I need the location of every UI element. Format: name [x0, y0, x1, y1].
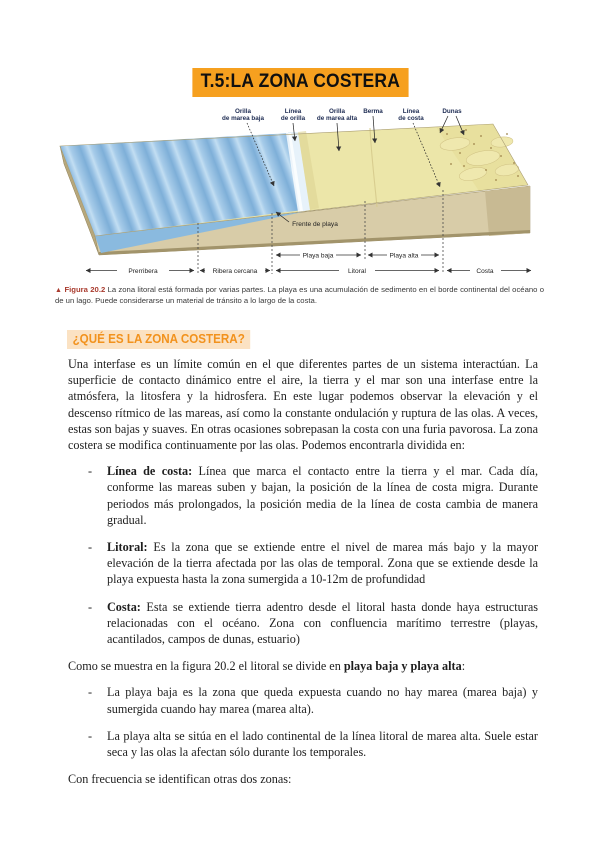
- label-orilla-marea-alta: Orilla: [328, 108, 346, 115]
- term-linea-de-costa: Línea de costa:: [107, 464, 193, 479]
- label-linea-costa-2: de costa: [398, 115, 424, 122]
- list-item-litoral: [68, 539, 538, 588]
- bullet-marker: -: [88, 599, 93, 614]
- text-playa-alta: La playa alta se sitúa en el lado continental de la línea litoral de marea alta. Suele estar seca y las olas la afectan sólo durante los temporales.: [107, 728, 538, 760]
- label-linea-orilla-2: de orilla: [280, 115, 306, 122]
- paragraph-intro: Una interfase es un límite común en el que diferentes partes de un sistema interactúan. La superficie de contacto dinámico entre el aire, la tierra y el mar son una interfase entre la atmósfera, la litosfera y la hidrosfera. En este lugar podemos observar la elevación y el descenso rítmico de las mareas, así como la constante ondulación y ruptura de las olas. A veces, estas son bajas y suaves. En otras ocasiones sobrepasan la costa con una furia pavorosa. La zona costera se modifica continuamente por las olas. Podemos encontrarla dividida en:: [68, 357, 538, 453]
- text-costa: Esta se extiende tierra adentro desde el litoral hasta donde haya estructuras relacionadas con el océano. Zona con confluencia marítimo terrestre (playas, acantilados, campos de dunas, estuario): [107, 599, 538, 647]
- figure-top-labels: [222, 108, 462, 122]
- label-frente-de-playa: Frente de playa: [292, 221, 338, 228]
- page-title: T.5:LA ZONA COSTERA: [192, 68, 408, 97]
- text-linea-de-costa: Línea que marca el contacto entre la tierra y el mar. Cada día, conforme las mareas suben y bajan, la posición de la línea de costa migra. Durante periodos más prolongados, la posición media de la línea de costa cambia de manera gradual.: [107, 464, 538, 527]
- label-linea-orilla: Línea: [284, 108, 302, 115]
- section-heading-text: ¿QUÉ ES LA ZONA COSTERA?: [67, 330, 250, 349]
- section-heading: [67, 330, 264, 349]
- paragraph-division-post: :: [461, 659, 466, 674]
- label-costa: Costa: [476, 268, 494, 275]
- coastal-zone-figure: [55, 106, 545, 283]
- label-linea-costa: Línea: [402, 108, 420, 115]
- list-item-playa-baja: [68, 684, 538, 716]
- label-orilla-marea-baja: Orilla: [234, 108, 252, 115]
- figure-caption-text: La zona litoral está formada por varias partes. La playa es una acumulación de sedimento en el borde continental del océano o de un lago. Puede considerarse un material de tránsito a lo largo de la costa.: [55, 285, 544, 305]
- paragraph-division-pre: Como se muestra en la figura 20.2 el litoral se divide en: [68, 659, 344, 674]
- label-orilla-marea-alta-2: de marea alta: [316, 115, 358, 122]
- label-litoral: Litoral: [348, 268, 366, 275]
- label-ribera-cercana: Ribera cercana: [212, 268, 258, 275]
- text-litoral: Es la zona que se extiende entre el nivel de marea más bajo y la mayor elevación de la tierra afectada por las olas de temporal. Zona que se extiende desde la playa expuesta hasta la zona sumergida a 10-12m de profundidad: [107, 540, 538, 587]
- label-playa-baja: Playa baja: [302, 252, 334, 260]
- list-item-costa: [68, 599, 538, 648]
- list-item-linea-de-costa: [68, 463, 538, 528]
- term-litoral: Litoral:: [107, 540, 148, 555]
- list-item-playa-alta: [68, 728, 538, 760]
- label-dunas: Dunas: [442, 108, 462, 115]
- bullet-marker: -: [88, 685, 93, 700]
- bullet-marker: -: [88, 540, 93, 555]
- label-berma: Berma: [363, 108, 383, 115]
- body-content: [68, 356, 538, 797]
- bullet-marker: -: [88, 728, 93, 743]
- term-costa: Costa:: [107, 599, 141, 614]
- figure-caption-label: Figura 20.2: [64, 285, 106, 294]
- figure-caption: [55, 285, 544, 306]
- coastal-zone-diagram: [55, 106, 545, 283]
- paragraph-closing: Con frecuencia se identifican otras dos zonas:: [68, 772, 292, 787]
- paragraph-division: [68, 658, 538, 674]
- bullet-marker: -: [88, 464, 93, 479]
- title-bar: [0, 68, 600, 97]
- label-playa-alta: Playa alta: [389, 252, 419, 260]
- text-playa-baja: La playa baja es la zona que queda expuesta cuando no hay marea (marea baja) y sumergida cuando hay marea (marea alta).: [107, 685, 538, 716]
- figure-marker-icon: ▲: [55, 287, 63, 294]
- paragraph-division-bold: playa baja y playa alta: [343, 659, 462, 674]
- label-prerribera: Prerribera: [128, 268, 158, 275]
- label-orilla-marea-baja-2: de marea baja: [221, 115, 265, 122]
